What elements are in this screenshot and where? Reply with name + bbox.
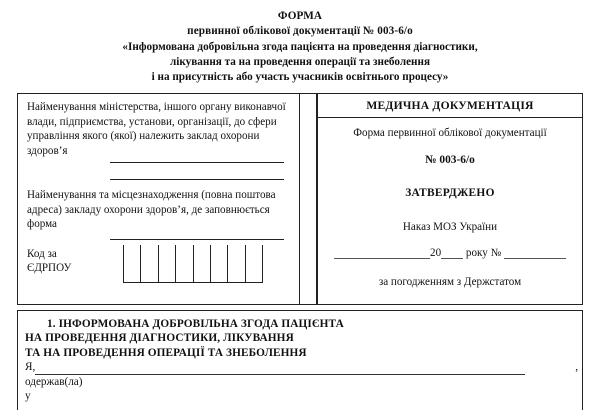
edrpou-code-box[interactable] (245, 245, 263, 282)
edrpou-code-box[interactable] (193, 245, 210, 282)
document-title-block (0, 0, 600, 85)
edrpou-code-box[interactable] (140, 245, 157, 282)
title-line-2: первинної облікової документації № 003-6/о (187, 25, 413, 38)
section-one-title-line-1: 1. ІНФОРМОВАНА ДОБРОВІЛЬНА ЗГОДА ПАЦІЄНТА (47, 318, 344, 330)
organization-info-cell (17, 93, 300, 305)
ministry-name-label: Найменування міністерства, іншого органу виконавчої влади, підприємства, установи, організації, до сфери управління якого (якої) належить заклад охорони здоров’я (27, 101, 286, 157)
derzhstat-agreement-label: за погодженням з Держстатом (378, 276, 522, 288)
edrpou-code-box[interactable] (227, 245, 244, 282)
form-description-text: Форма первинної облікової документації (353, 127, 547, 139)
ministry-fill-rule-1 (110, 162, 284, 163)
edrpou-code-box[interactable] (175, 245, 192, 282)
order-date-year-fill[interactable] (441, 247, 463, 259)
title-line-1: ФОРМА (277, 10, 323, 22)
received-label: одержав(ла) (25, 375, 83, 388)
edrpou-code-box[interactable] (123, 245, 140, 282)
at-location-row (18, 389, 582, 404)
section-one-box (17, 310, 583, 410)
facility-fill-rule (110, 239, 284, 240)
order-number-symbol: № (490, 247, 502, 259)
received-row (18, 375, 582, 390)
order-date-line (328, 247, 572, 259)
medical-documentation-header: МЕДИЧНА ДОКУМЕНТАЦІЯ (318, 94, 582, 118)
facility-address-label: Найменування та місцезнаходження (повна поштова адреса) закладу охорони здоров’я, де заповнюється форма (27, 189, 276, 231)
form-number-text: № 003-6/о (425, 154, 475, 166)
edrpou-code-boxes[interactable] (123, 245, 263, 283)
edrpou-code-box[interactable] (210, 245, 227, 282)
order-number-fill[interactable] (504, 247, 566, 259)
order-date-year-prefix: 20 (430, 247, 442, 259)
edrpou-label (27, 247, 71, 276)
table-spacer-column (300, 93, 317, 305)
section-one-title (18, 311, 582, 360)
order-date-year-word: року (465, 247, 488, 259)
order-issuer-label: Наказ МОЗ України (402, 221, 498, 233)
patient-name-label: Я, (25, 361, 36, 374)
patient-name-row (18, 360, 582, 375)
edrpou-code-box[interactable] (158, 245, 175, 282)
at-location-label: у (25, 390, 31, 403)
edrpou-label-line-1: Код за (27, 248, 57, 260)
ministry-fill-rule-2 (110, 179, 284, 180)
section-one-title-line-2: НА ПРОВЕДЕННЯ ДІАГНОСТИКИ, ЛІКУВАННЯ (25, 332, 294, 345)
patient-name-input[interactable] (35, 363, 525, 375)
patient-name-trailing-comma: , (575, 361, 578, 374)
edrpou-label-line-2: ЄДРПОУ (27, 262, 72, 275)
order-date-day-month-fill[interactable] (334, 247, 430, 259)
approved-label: ЗАТВЕРДЖЕНО (405, 187, 495, 199)
section-one-title-line-3: ТА НА ПРОВЕДЕННЯ ОПЕРАЦІЇ ТА ЗНЕБОЛЕННЯ (25, 346, 307, 359)
title-line-4: лікування та на проведення операції та знеболення (170, 55, 430, 68)
medical-documentation-cell (317, 93, 583, 305)
title-line-5: і на присутність або участь учасників освітнього процесу» (151, 71, 449, 84)
header-table (17, 93, 583, 305)
title-line-3: «Інформована добровільна згода пацієнта на проведення діагностики, (122, 40, 478, 53)
